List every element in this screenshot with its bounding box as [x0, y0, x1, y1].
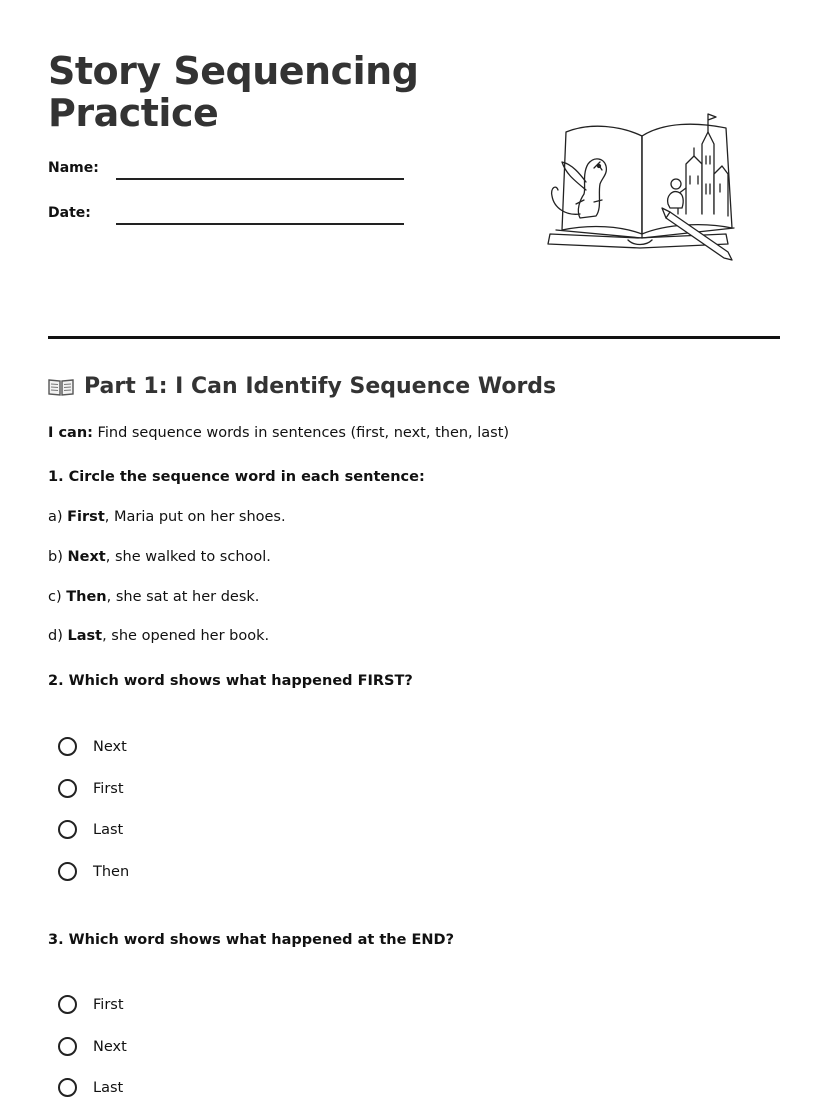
option-label: Next [93, 738, 127, 755]
option-label: First [93, 780, 124, 797]
radio-circle[interactable] [58, 820, 77, 839]
part1-title: Part 1: I Can Identify Sequence Words [84, 374, 557, 399]
radio-circle[interactable] [58, 1037, 77, 1056]
i-can-statement [48, 425, 509, 441]
question-1-prompt: 1. Circle the sequence word in each sentence: [48, 469, 425, 485]
name-label: Name: [48, 160, 99, 176]
question-3-prompt: 3. Which word shows what happened at the END? [48, 932, 454, 948]
q2-option-then[interactable] [58, 862, 129, 881]
q3-option-last[interactable] [58, 1078, 123, 1097]
name-blank-line[interactable] [116, 178, 404, 180]
sentence-rest: , she walked to school. [105, 549, 271, 565]
q3-option-next[interactable] [58, 1037, 127, 1056]
sequence-word[interactable]: Then [66, 589, 107, 605]
part1-heading [48, 374, 556, 399]
title-line-1: Story Sequencing [48, 49, 419, 93]
option-label: First [93, 996, 124, 1013]
sentence-a [48, 509, 286, 525]
q2-option-next[interactable] [58, 737, 127, 756]
title-line-2: Practice [48, 91, 219, 135]
date-label: Date: [48, 205, 91, 221]
worksheet-header [48, 49, 428, 221]
worksheet-title [48, 50, 428, 134]
q2-option-first[interactable] [58, 779, 124, 798]
sentence-b [48, 549, 271, 565]
radio-circle[interactable] [58, 737, 77, 756]
open-book-icon [48, 377, 74, 397]
date-blank-line[interactable] [116, 223, 404, 225]
sentence-rest: , Maria put on her shoes. [104, 509, 286, 525]
radio-circle[interactable] [58, 1078, 77, 1097]
option-label: Last [93, 1079, 124, 1096]
question-2-prompt: 2. Which word shows what happened FIRST? [48, 673, 413, 689]
option-label: Next [93, 1038, 127, 1055]
sentence-c [48, 589, 259, 605]
sentence-letter: d) [48, 628, 68, 644]
i-can-text: Find sequence words in sentences (first, next, then, last) [92, 425, 510, 441]
section-divider [48, 336, 780, 339]
option-label: Last [93, 821, 124, 838]
sentence-letter: b) [48, 549, 68, 565]
sentence-letter: c) [48, 589, 67, 605]
sequence-word[interactable]: First [67, 509, 105, 525]
sentence-letter: a) [48, 509, 68, 525]
radio-circle[interactable] [58, 779, 77, 798]
q2-option-last[interactable] [58, 820, 123, 839]
radio-circle[interactable] [58, 995, 77, 1014]
radio-circle[interactable] [58, 862, 77, 881]
sequence-word[interactable]: Last [67, 628, 103, 644]
sentence-d [48, 628, 269, 644]
sequence-word[interactable]: Next [67, 549, 106, 565]
sentence-rest: , she opened her book. [102, 628, 270, 644]
storybook-illustration [536, 104, 746, 266]
sentence-rest: , she sat at her desk. [106, 589, 260, 605]
option-label: Then [93, 863, 130, 880]
i-can-label: I can: [48, 425, 93, 441]
q3-option-first[interactable] [58, 995, 124, 1014]
